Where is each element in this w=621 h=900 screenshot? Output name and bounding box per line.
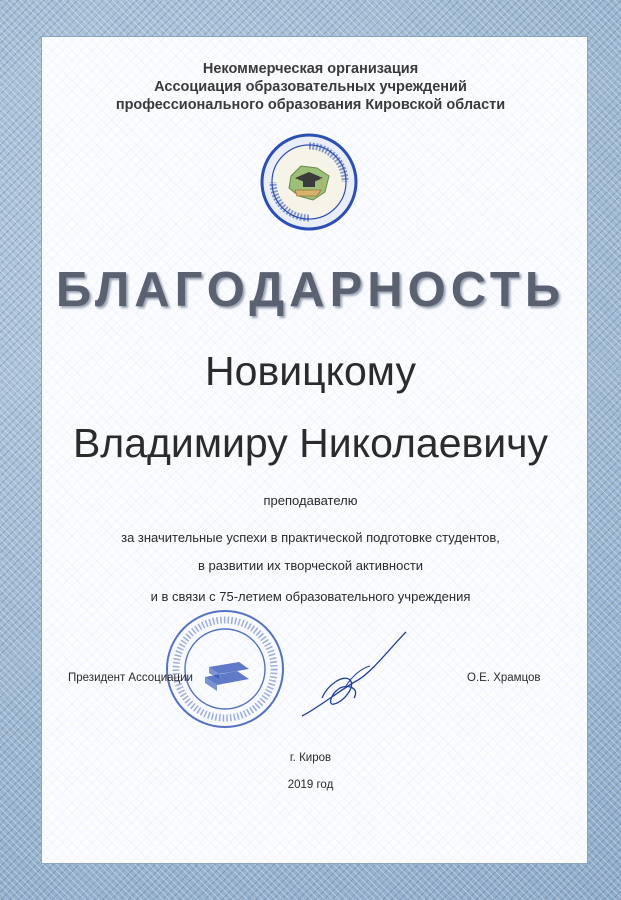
association-stamp-icon bbox=[163, 607, 287, 731]
recipient-given-names: Владимиру Николаевичу bbox=[72, 420, 549, 466]
certificate-title: БЛАГОДАРНОСТЬ bbox=[55, 263, 566, 317]
association-logo-icon bbox=[259, 132, 359, 232]
citation-line-3: и в связи с 75-летием образовательного учреждения bbox=[150, 589, 471, 604]
citation-line-2: в развитии их творческой активности bbox=[197, 558, 424, 573]
recipient-position: преподавателю bbox=[263, 493, 358, 508]
issue-year: 2019 год bbox=[287, 779, 334, 791]
signatory-name: О.Е. Храмцов bbox=[467, 672, 541, 684]
header-line-3: профессионального образования Кировской области bbox=[115, 97, 506, 113]
issue-city: г. Киров bbox=[289, 752, 332, 764]
recipient-surname: Новицкому bbox=[205, 348, 416, 394]
header-line-2: Ассоциация образовательных учреждений bbox=[154, 79, 467, 95]
signatory-role: Президент Ассоциации bbox=[68, 672, 193, 684]
signature-icon bbox=[300, 628, 410, 723]
citation-line-1: за значительные успехи в практической подготовке студентов, bbox=[121, 530, 500, 545]
header-line-1: Некоммерческая организация bbox=[202, 61, 419, 77]
